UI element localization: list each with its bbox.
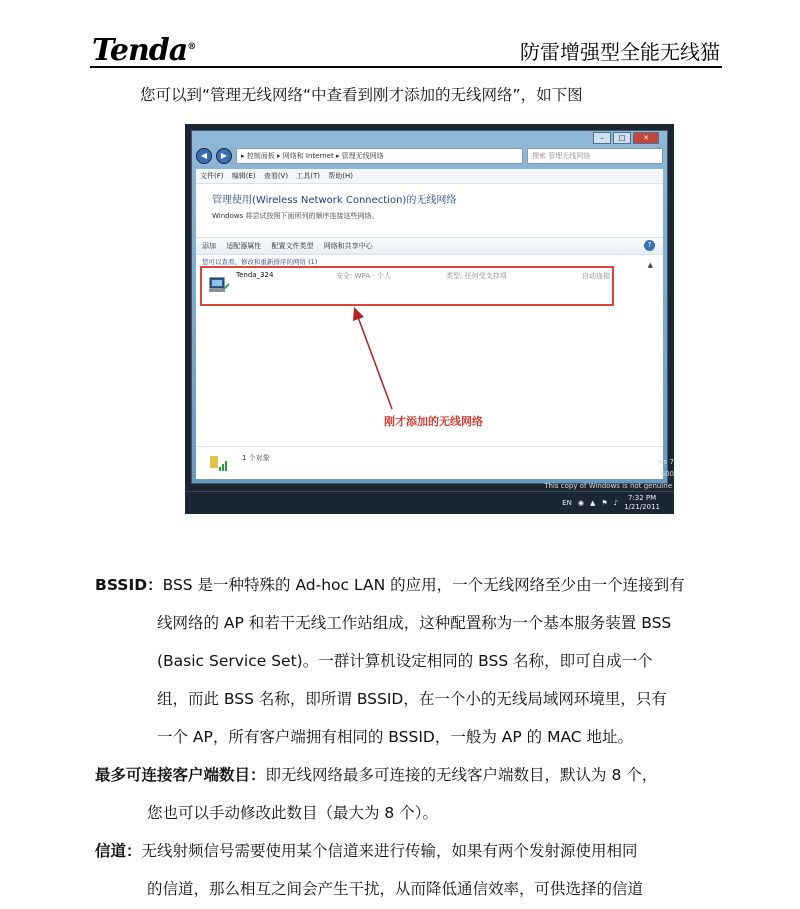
group-header: 您可以查看、修改和重新排序的网络 (1) (202, 258, 318, 266)
scroll-up-icon: ▲ (647, 261, 653, 269)
bssid-line-2: 线网络的 AP 和若干无线工作站组成，这种配置称为一个基本服务装置 BSS (157, 614, 672, 632)
language-indicator: EN (562, 499, 572, 507)
window-content (196, 169, 663, 479)
window-controls (593, 132, 659, 144)
help-icon: ? (644, 240, 655, 251)
header-title: 防雷增强型全能无线猫 (520, 40, 720, 64)
tray-date: 1/21/2011 (624, 503, 660, 511)
page-header (90, 28, 722, 68)
channel-line-2: 的信道，那么相互之间会产生干扰，从而降低通信效率，可供选择的信道 (147, 880, 644, 898)
watermark-line-2: 600 (660, 470, 674, 478)
channel-term: 信道： (95, 842, 142, 860)
maximize-button: □ (613, 132, 631, 144)
tray-help-icon: ◉ (577, 499, 584, 507)
network-name: Tenda_324 (236, 271, 274, 279)
network-type: 类型: 任何受支持项 (446, 272, 507, 280)
back-arrow-icon: ◀ (196, 148, 212, 164)
speaker-icon: ♪ (613, 499, 619, 507)
intro-text: 您可以到“管理无线网络“中查看到刚才添加的无线网络”，如下图 (140, 86, 583, 104)
taskbar (185, 491, 674, 514)
status-bar (196, 446, 663, 479)
object-count: 1 个对象 (242, 454, 270, 462)
max-clients-line-1: 最多可连接客户端数目：即无线网络最多可连接的无线客户端数目，默认为 8 个， (95, 766, 658, 784)
network-mode: 自动连接 (582, 272, 610, 280)
manage-wireless-screenshot (185, 124, 674, 514)
content-title: 管理使用(Wireless Network Connection)的无线网络 (212, 195, 457, 206)
toolbar-items: 添加 适配器属性 配置文件类型 网络和共享中心 (202, 242, 373, 250)
tray-clock (624, 494, 660, 512)
menu-bar: 文件(F) 编辑(E) 查看(V) 工具(T) 帮助(H) (196, 169, 663, 184)
bssid-line-4: 组，而此 BSS 名称，即所谓 BSSID，在一个小的无线局域网环境里，只有 (157, 690, 667, 708)
close-button: ✕ (633, 132, 659, 144)
annotation-arrow-icon (196, 169, 663, 479)
channel-line-1: 信道：无线射频信号需要使用某个信道来进行传输，如果有两个发射源使用相同 (95, 842, 638, 860)
tenda-logo: Tenda® (92, 33, 196, 68)
bssid-term: BSSID： (95, 576, 163, 594)
max-clients-term: 最多可连接客户端数目： (95, 766, 266, 784)
search-box: 搜索 管理无线网络 (527, 148, 663, 164)
tray-time: 7:32 PM (627, 494, 657, 502)
forward-arrow-icon: ▶ (216, 148, 232, 164)
watermark-line-1: ws 7 (657, 458, 674, 466)
not-genuine-notice: This copy of Windows is not genuine (544, 482, 672, 490)
show-hidden-icon: ▲ (589, 499, 596, 507)
network-security: 安全: WPA - 个人 (336, 272, 392, 280)
system-tray (562, 494, 660, 512)
flag-icon: ⚑ (601, 499, 608, 507)
explorer-window (191, 130, 668, 484)
signal-bars-icon (208, 453, 230, 473)
max-clients-line-2: 您也可以手动修改此数目（最大为 8 个）。 (147, 804, 438, 822)
address-path: ▸ 控制面板 ▸ 网络和 Internet ▸ 管理无线网络 (236, 148, 523, 164)
bssid-line-5: 一个 AP，所有客户端拥有相同的 BSSID，一般为 AP 的 MAC 地址。 (157, 728, 634, 746)
minimize-button: – (593, 132, 611, 144)
bssid-line-1: BSSID：BSS 是一种特殊的 Ad-hoc LAN 的应用，一个无线网络至少由一个连接到有 (95, 576, 685, 594)
annotation-label: 刚才添加的无线网络 (384, 415, 483, 428)
content-subtitle: Windows 将尝试按照下面所列的顺序连接这些网络。 (212, 212, 379, 220)
address-bar (196, 147, 663, 165)
bssid-line-3: (Basic Service Set)。一群计算机设定相同的 BSS 名称，即可自成一个 (157, 652, 653, 670)
